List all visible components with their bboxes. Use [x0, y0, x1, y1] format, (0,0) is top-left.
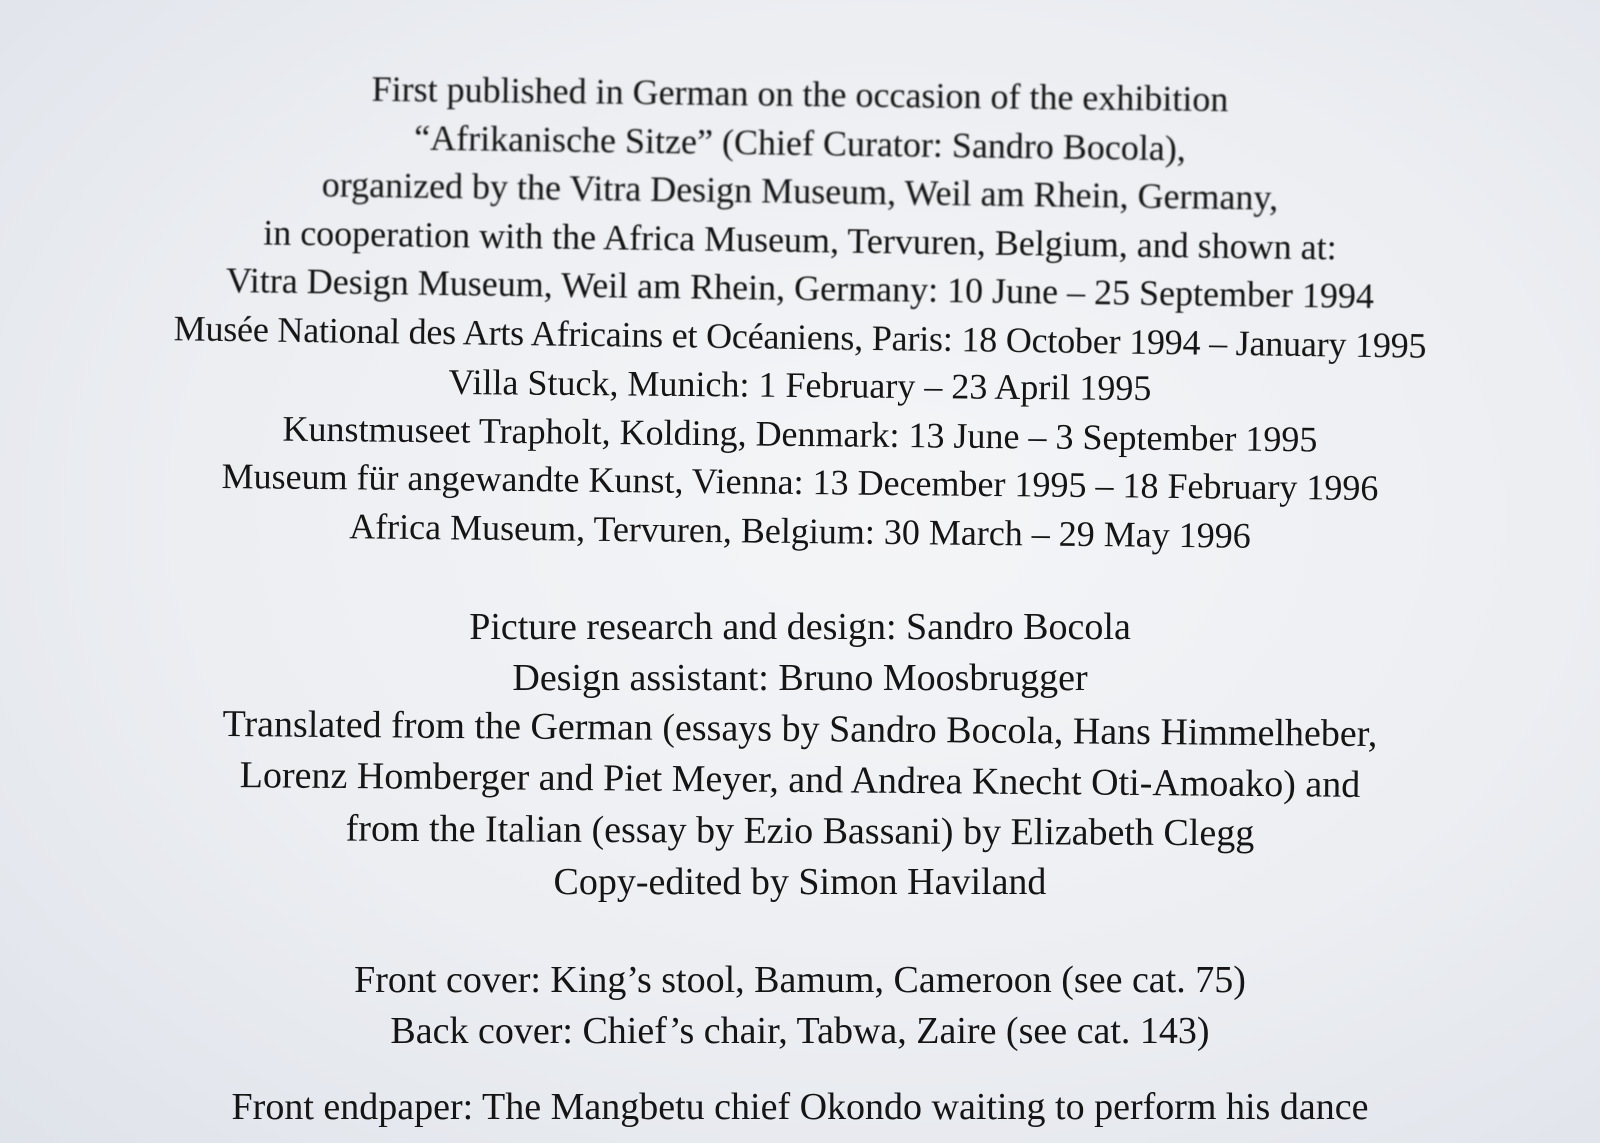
venue-line: Vitra Design Museum, Weil am Rhein, Germany: 10 June – 25 September 1994 — [225, 259, 1375, 317]
credit-line: Picture research and design: Sandro Bocola — [469, 606, 1131, 648]
venue-line: Villa Stuck, Munich: 1 February – 23 April 1995 — [448, 361, 1152, 409]
credit-line: from the Italian (essay by Ezio Bassani) by Elizabeth Clegg — [345, 807, 1255, 855]
venue-line: Africa Museum, Tervuren, Belgium: 30 March – 29 May 1996 — [348, 505, 1251, 556]
venue-line: Museum für angewandte Kunst, Vienna: 13 December 1995 – 18 February 1996 — [221, 455, 1379, 509]
exhibition-line: First published in German on the occasion of the exhibition — [371, 68, 1229, 120]
venue-line: Kunstmuseet Trapholt, Kolding, Denmark: 13 June – 3 September 1995 — [282, 408, 1318, 459]
endpaper-caption — [0, 1082, 1600, 1133]
back-cover-caption: Back cover: Chief’s chair, Tabwa, Zaire (see cat. 143) — [390, 1010, 1210, 1052]
cover-captions — [0, 955, 1600, 1057]
front-endpaper-caption: Front endpaper: The Mangbetu chief Okondo waiting to perform his dance — [231, 1086, 1369, 1128]
exhibition-line: in cooperation with the Africa Museum, Tervuren, Belgium, and shown at: — [262, 212, 1338, 267]
credit-line: Translated from the German (essays by Sandro Bocola, Hans Himmelheber, — [222, 702, 1378, 756]
front-cover-caption: Front cover: King’s stool, Bamum, Cameroon (see cat. 75) — [354, 959, 1246, 1001]
credit-line: Copy-edited by Simon Haviland — [553, 861, 1047, 903]
exhibition-line: “Afrikanische Sitze” (Chief Curator: Sandro Bocola), — [413, 117, 1187, 168]
exhibition-line: organized by the Vitra Design Museum, Weil am Rhein, Germany, — [321, 164, 1279, 218]
venue-line: Musée National des Arts Africains et Océaniens, Paris: 18 October 1994 – January 1995 — [173, 307, 1427, 366]
credit-line: Design assistant: Bruno Moosbrugger — [512, 657, 1088, 699]
credits — [0, 602, 1600, 908]
exhibition-info — [0, 70, 1600, 555]
credit-line: Lorenz Homberger and Piet Meyer, and Andrea Knecht Oti-Amoako) and — [239, 754, 1361, 806]
